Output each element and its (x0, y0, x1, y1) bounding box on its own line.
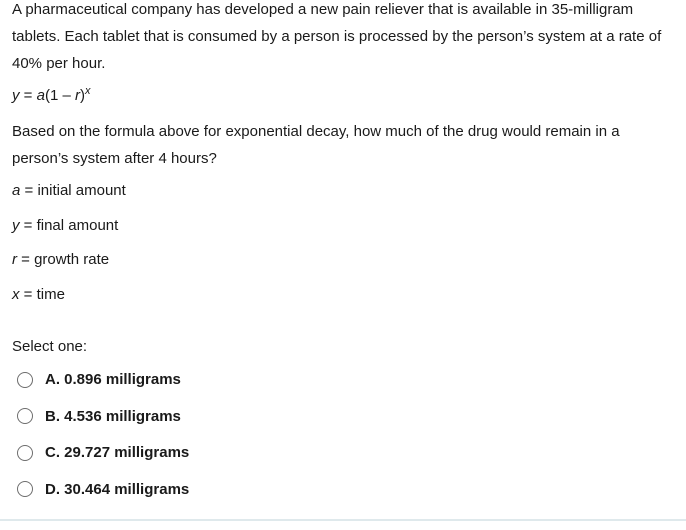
option-c[interactable] (17, 439, 189, 466)
question-text: A pharmaceutical company has developed a new pain reliever that is available in 35-milligram tablets. Each tablet that is consumed by a person is processed by the person’s system at a rate of 40% per hour. (12, 1, 662, 72)
definition-x (12, 286, 65, 303)
definition-var: x (12, 286, 20, 303)
definition-var: r (12, 251, 17, 268)
formula (12, 87, 90, 104)
select-one-label: Select one: (12, 338, 88, 355)
option-label[interactable]: B. 4.536 milligrams (45, 407, 181, 425)
radio-button-d[interactable] (17, 481, 33, 497)
definition-a (12, 182, 126, 199)
option-label[interactable]: A. 0.896 milligrams (45, 371, 181, 388)
radio-button-c[interactable] (17, 445, 33, 461)
option-d[interactable] (17, 476, 189, 503)
definition-text: = time (19, 286, 65, 303)
definition-var: a (12, 182, 21, 199)
formula-text: y = a(1 – r)$^x$ (12, 85, 91, 104)
definition-text: = final amount (19, 217, 119, 234)
option-label[interactable]: D. 30.464 milligrams (45, 480, 190, 498)
definition-var: y (12, 217, 20, 234)
answer-options (17, 366, 189, 512)
definition-text: = growth rate (17, 251, 110, 268)
option-b[interactable] (17, 403, 189, 430)
divider (0, 519, 686, 521)
radio-button-a[interactable] (17, 372, 33, 388)
definition-text: = initial amount (20, 182, 126, 199)
radio-button-b[interactable] (17, 408, 33, 424)
definition-y (12, 217, 118, 234)
question-prompt: Based on the formula above for exponential decay, how much of the drug would remain in a person’s system after 4 hours? (12, 123, 620, 167)
definition-r (12, 251, 109, 268)
option-a[interactable] (17, 366, 189, 393)
option-label[interactable]: C. 29.727 milligrams (45, 444, 190, 461)
